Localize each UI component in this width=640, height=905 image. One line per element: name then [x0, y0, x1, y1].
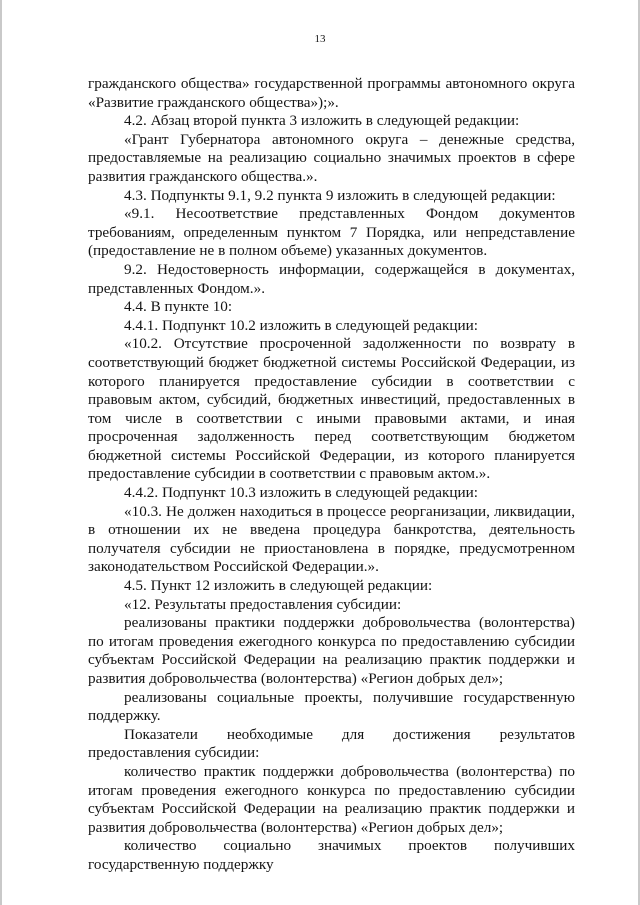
paragraph: количество социально значимых проектов получивших государственную поддержку — [88, 837, 575, 873]
paragraph: 4.3. Подпункты 9.1, 9.2 пункта 9 изложить в следующей редакции: — [124, 186, 556, 204]
paragraph: количество практик поддержки добровольчества (волонтерства) по итогам проведения ежегодного конкурса по предоставлению субсидии субъектам Российской Федерации на реализацию практик поддержки и развития добровольчества (волонтерства) «Регион добрых дел»; — [88, 762, 575, 836]
paragraph: «12. Результаты предоставления субсидии: — [124, 595, 402, 613]
paragraph: реализованы практики поддержки добровольчества (волонтерства) по итогам проведения ежегодного конкурса по предоставлению субсидии субъектам Российской Федерации на реализацию практик поддержки и развития добровольчества (волонтерства) «Регион добрых дел»; — [88, 614, 575, 687]
paragraph: 4.4.2. Подпункт 10.3 изложить в следующей редакции: — [124, 484, 478, 502]
document-body — [88, 75, 575, 875]
paragraph: 4.2. Абзац второй пункта 3 изложить в следующей редакции: — [124, 112, 520, 130]
paragraph: «Грант Губернатора автономного округа – денежные средства, предоставляемые на реализацию социально значимых проектов в сфере развития гражданского общества.». — [88, 130, 575, 185]
paragraph: 4.4. В пункте 10: — [124, 298, 233, 316]
page-left-edge — [0, 0, 2, 905]
page-number: 13 — [314, 33, 326, 45]
paragraph: «9.1. Несоответствие представленных Фондом документов требованиям, определенным пунктом 7 Порядка, или непредставление (предоставление не в полном объеме) указанных документов. — [88, 205, 575, 260]
paragraph: 4.5. Пункт 12 изложить в следующей редакции: — [124, 577, 433, 595]
paragraph: гражданского общества» государственной программы автономного округа «Развитие гражданского общества»);». — [88, 75, 575, 111]
paragraph: 9.2. Недостоверность информации, содержащейся в документах, представленных Фондом.». — [88, 260, 575, 297]
paragraph: «10.3. Не должен находиться в процессе реорганизации, ликвидации, в отношении их не введена процедура банкротства, деятельность получателя субсидии не приостановлена в порядке, предусмотренном законодательством Российской Федерации.». — [88, 502, 575, 576]
paragraph: «10.2. Отсутствие просроченной задолженности по возврату в соответствующий бюджет бюджетной системы Российской Федерации, из которого планируется предоставление субсидии в соответствии с правовым актом, субсидий, бюджетных инвестиций, предоставленных в том числе в соответствии с иными правовыми актами, и иная просроченная задолженность перед соответствующим бюджетом бюджетной системы Российской Федерации, из которого планируется предоставление субсидии в соответствии с правовым актом.». — [88, 335, 575, 483]
paragraph: 4.4.1. Подпункт 10.2 изложить в следующей редакции: — [124, 316, 478, 334]
paragraph: реализованы социальные проекты, получившие государственную поддержку. — [88, 688, 575, 725]
paragraph: Показатели необходимые для достижения результатов предоставления субсидии: — [88, 725, 575, 762]
